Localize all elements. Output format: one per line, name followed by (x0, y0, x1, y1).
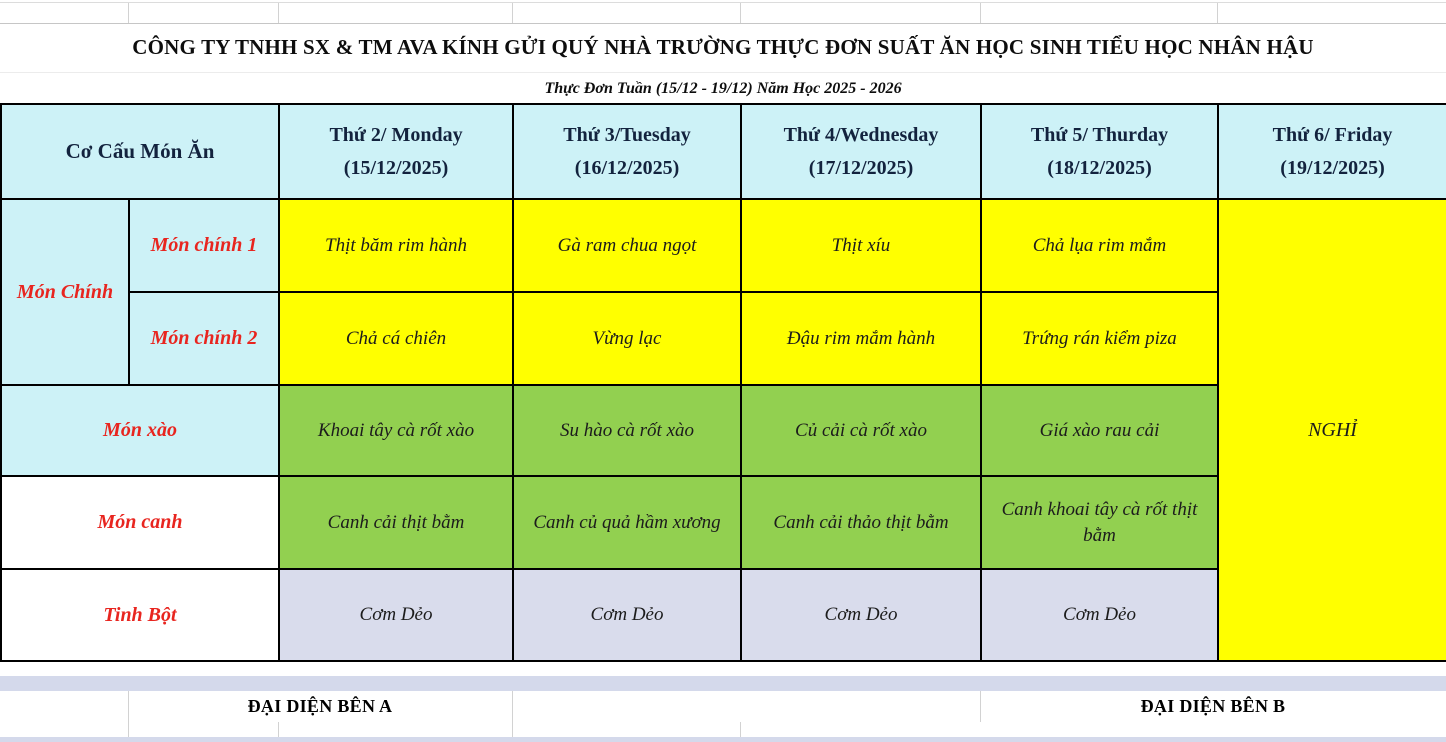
day-name: Thứ 6/ Friday (1272, 123, 1393, 146)
party-a-signature-label: ĐẠI DIỆN BÊN A (247, 696, 393, 716)
document-title: CÔNG TY TNHH SX & TM AVA KÍNH GỬI QUÝ NHÀ TRƯỜNG THỰC ĐƠN SUẤT ĂN HỌC SINH TIỂU HỌC NHÂN HẬU (132, 34, 1314, 59)
party-b-signature-label: ĐẠI DIỆN BÊN B (1140, 696, 1286, 716)
day-date: (16/12/2025) (574, 156, 680, 179)
gridline (512, 3, 513, 23)
dish-cell: Trứng rán kiểm piza (981, 292, 1218, 385)
friday-off-cell: NGHỈ (1218, 199, 1446, 661)
gridline (512, 691, 513, 722)
dish-cell: Cơm Dẻo (513, 569, 741, 661)
header-monday (279, 104, 513, 199)
header-tuesday (513, 104, 741, 199)
label-tinh-bot: Tinh Bột (1, 569, 279, 661)
row-main-dish-1 (1, 199, 1446, 292)
dish-cell: Gà ram chua ngọt (513, 199, 741, 292)
top-gridline-strip (0, 2, 1446, 24)
dish-cell: Củ cải cà rốt xào (741, 385, 981, 476)
dish-cell: Chả cá chiên (279, 292, 513, 385)
gridline (1217, 3, 1218, 23)
day-name: Thứ 2/ Monday (329, 123, 463, 146)
header-friday (1218, 104, 1446, 199)
dish-cell: Canh cải thảo thịt bằm (741, 476, 981, 569)
gridline (740, 3, 741, 23)
footer-gridline-row (0, 722, 1446, 737)
day-date: (19/12/2025) (1280, 156, 1385, 179)
dish-cell: Cơm Dẻo (981, 569, 1218, 661)
day-date: (15/12/2025) (343, 156, 449, 179)
gridline (278, 3, 279, 23)
dish-cell: Thịt xíu (741, 199, 981, 292)
dish-cell: Canh củ quả hầm xương (513, 476, 741, 569)
label-mon-chinh: Món Chính (1, 199, 129, 385)
label-mon-canh: Món canh (1, 476, 279, 569)
divider-strip (0, 676, 1446, 691)
dish-cell: Canh cải thịt bằm (279, 476, 513, 569)
dish-cell: Đậu rim mắm hành (741, 292, 981, 385)
gridline (740, 722, 741, 737)
document-subtitle: Thực Đơn Tuần (15/12 - 19/12) Năm Học 2025 - 2026 (0, 72, 1446, 104)
gridline (278, 722, 279, 737)
gridline (128, 722, 129, 737)
corner-header-cell: Cơ Cấu Món Ăn (1, 104, 279, 199)
dish-cell: Khoai tây cà rốt xào (279, 385, 513, 476)
weekly-menu-table (0, 103, 1446, 662)
gridline (512, 722, 513, 737)
header-thursday (981, 104, 1218, 199)
dish-cell: Canh khoai tây cà rốt thịt bằm (981, 476, 1218, 569)
day-name: Thứ 4/Wednesday (783, 123, 939, 146)
day-date: (17/12/2025) (808, 156, 914, 179)
dish-cell: Giá xào rau cải (981, 385, 1218, 476)
header-wednesday (741, 104, 981, 199)
label-mon-xao: Món xào (1, 385, 279, 476)
table-header-row (1, 104, 1446, 199)
bottom-strip (0, 737, 1446, 742)
dish-cell: Su hào cà rốt xào (513, 385, 741, 476)
gridline (128, 3, 129, 23)
day-name: Thứ 5/ Thurday (1030, 123, 1169, 146)
day-name: Thứ 3/Tuesday (563, 123, 691, 146)
label-mon-chinh-1: Món chính 1 (129, 199, 279, 292)
label-mon-chinh-2: Món chính 2 (129, 292, 279, 385)
dish-cell: Chả lụa rim mắm (981, 199, 1218, 292)
signature-row (0, 691, 1446, 723)
dish-cell: Thịt băm rim hành (279, 199, 513, 292)
gridline (980, 3, 981, 23)
dish-cell: Cơm Dẻo (279, 569, 513, 661)
day-date: (18/12/2025) (1047, 156, 1152, 179)
dish-cell: Cơm Dẻo (741, 569, 981, 661)
dish-cell: Vừng lạc (513, 292, 741, 385)
